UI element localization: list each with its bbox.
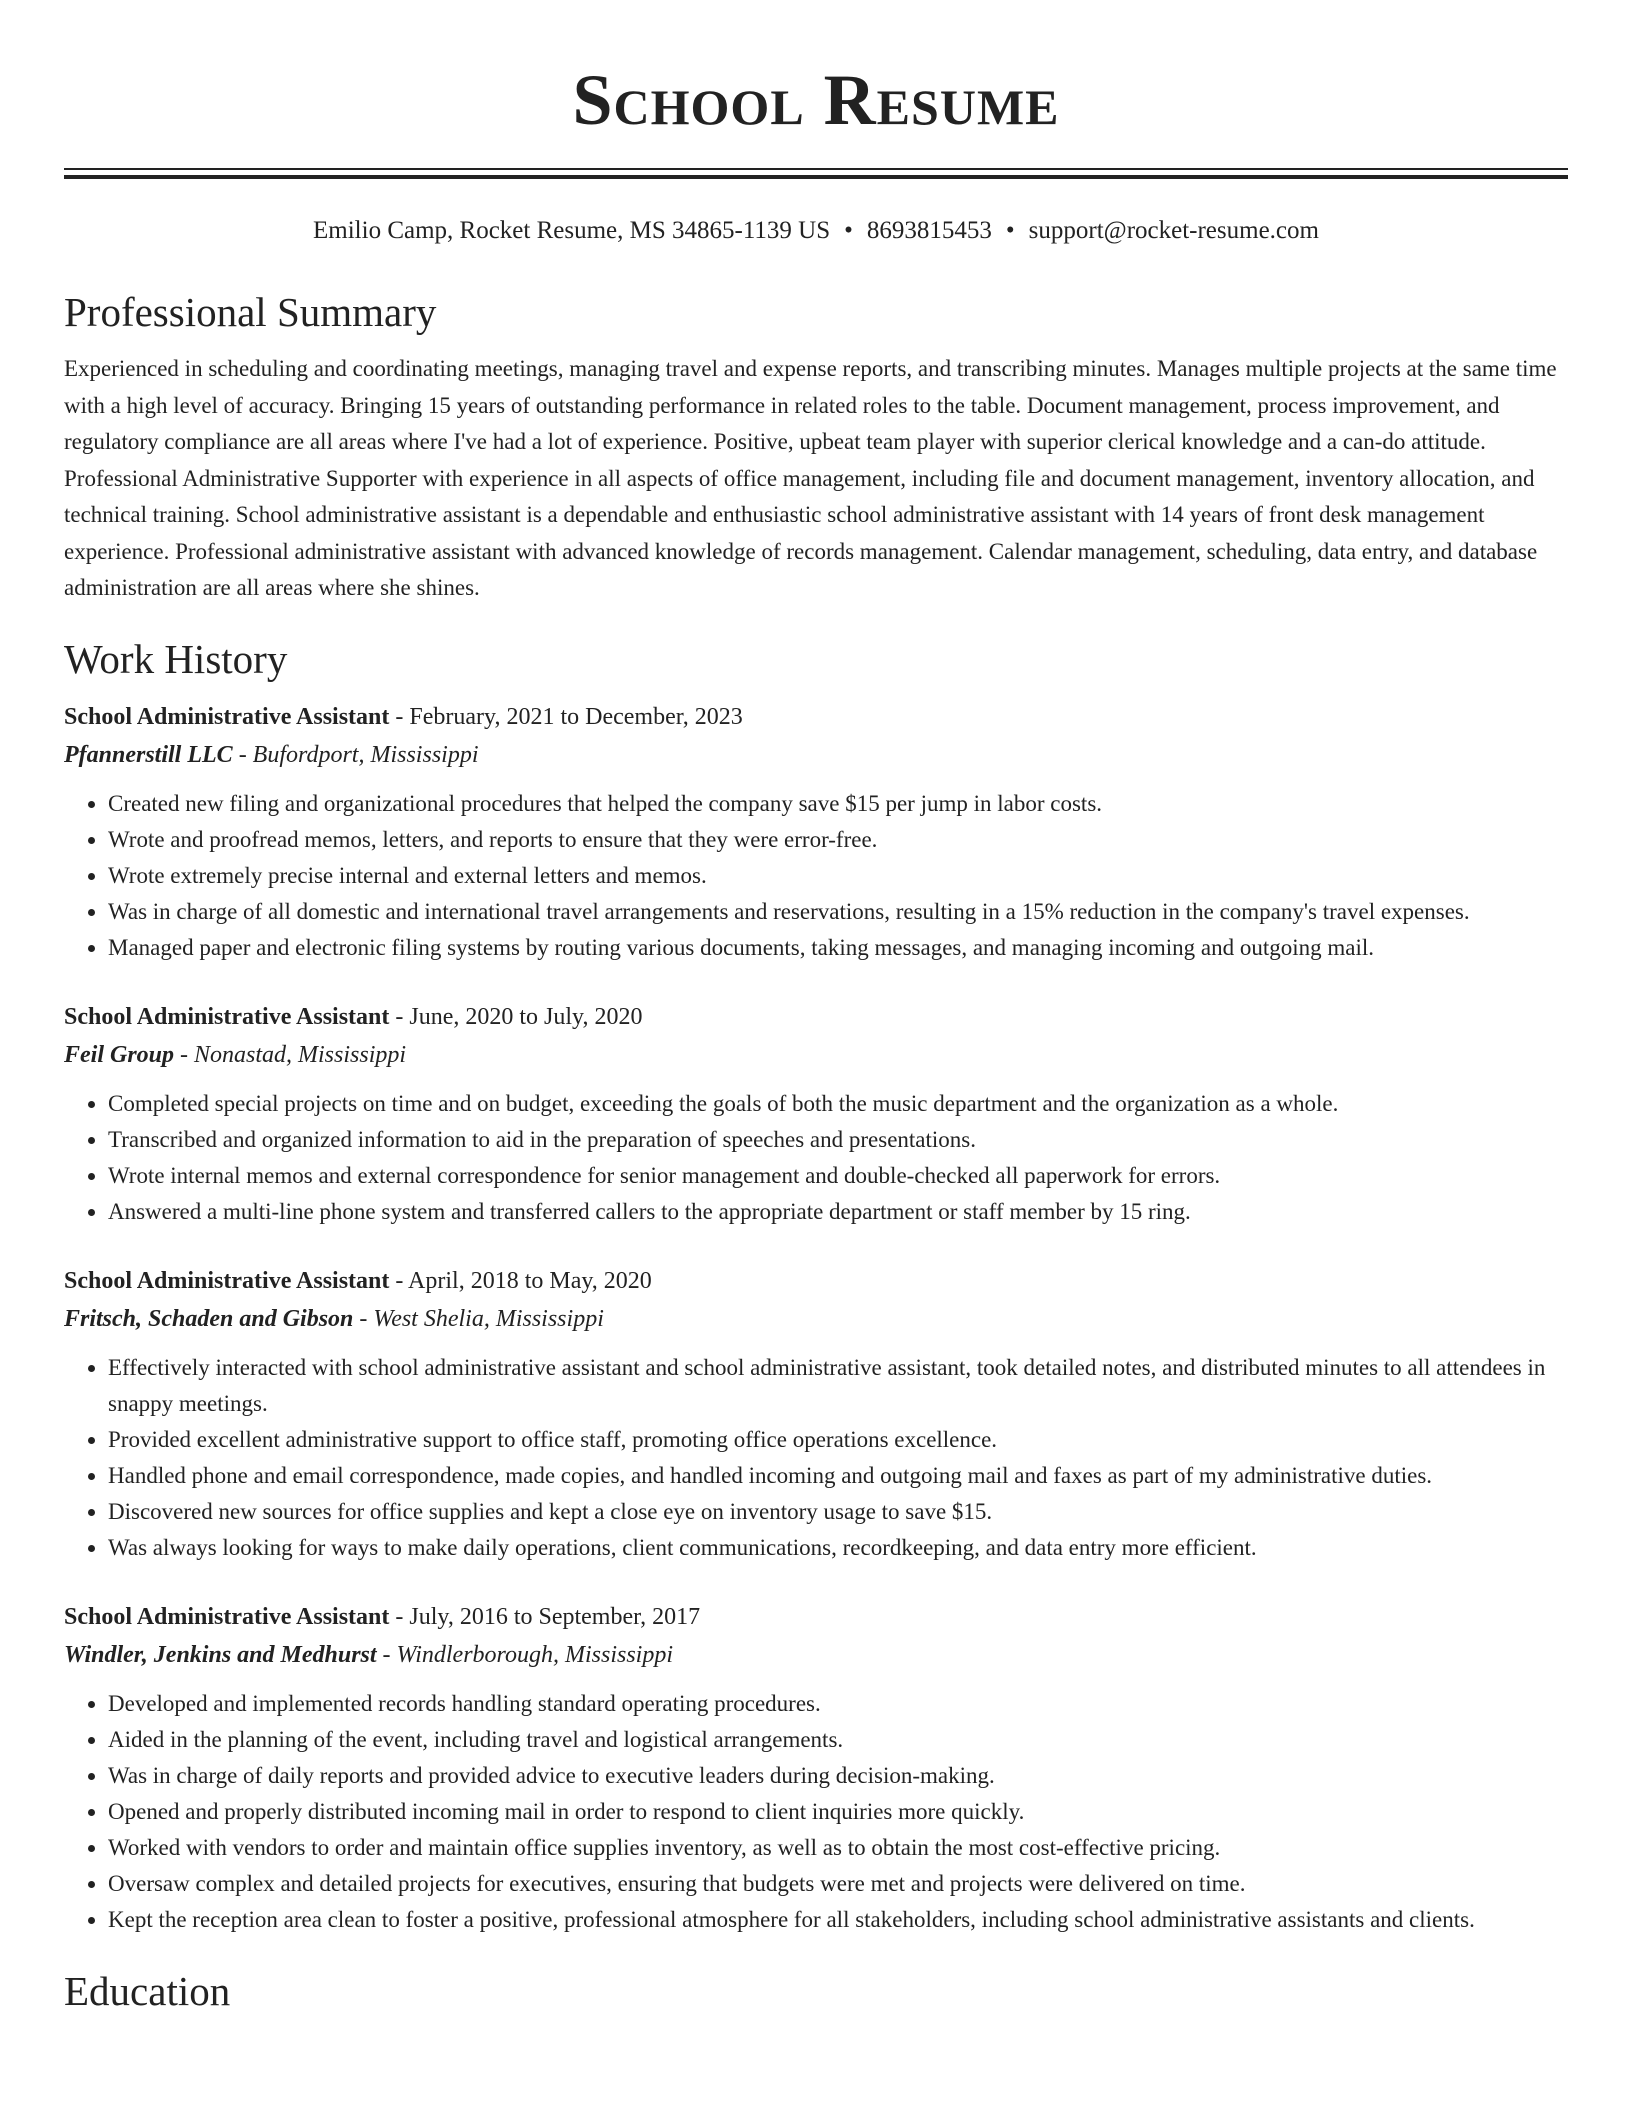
job-employer [64,1636,1568,1674]
job-duty: • Kept the reception area clean to foster a positive, professional atmosphere for all stakeholders, including school administrative assistants and clients. [108,1902,1568,1938]
job-duty: • Oversaw complex and detailed projects for executives, ensuring that budgets were met and projects were delivered on time. [108,1866,1568,1902]
job-header [64,998,1568,1036]
contact-email: support@rocket-resume.com [1028,217,1319,244]
job-entry [64,698,1568,966]
job-duty: • Created new filing and organizational procedures that helped the company save $15 per jump in labor costs. [108,786,1568,822]
page-title: School Resume [572,60,1060,140]
job-entry [64,1262,1568,1566]
contact-line [64,215,1568,247]
job-duty: • Was in charge of all domestic and international travel arrangements and reservations, resulting in a 15% reduction in the company's travel expenses. [108,894,1568,930]
summary-text: Experienced in scheduling and coordinating meetings, managing travel and expense reports, and transcribing minutes. Manages multiple projects at the same time with a high level of accuracy. Bringing 15 years of outstanding performance in related roles to the table. Document management, process improvement, and regulatory compliance are all areas where I've had a lot of experience. Positive, upbeat team player with superior clerical knowledge and a can-do attitude. Professional Administrative Supporter with experience in all aspects of office management, including file and document management, inventory allocation, and technical training. School administrative assistant is a dependable and enthusiastic school administrative assistant with 14 years of front desk management experience. Professional administrative assistant with advanced knowledge of records management. Calendar management, scheduling, data entry, and database administration are all areas where she shines. [64,356,1557,600]
job-duty: • Opened and properly distributed incoming mail in order to respond to client inquiries more quickly. [108,1794,1568,1830]
title-divider [64,168,1568,179]
resume-page [64,0,1568,2016]
job-location: - West Shelia, Mississippi [353,1305,604,1332]
job-duty: • Wrote extremely precise internal and external letters and memos. [108,858,1568,894]
job-location: - Nonastad, Mississippi [174,1041,407,1068]
job-dates: - February, 2021 to December, 2023 [389,703,743,730]
job-duty: • Discovered new sources for office supplies and kept a close eye on inventory usage to save $15. [108,1494,1568,1530]
job-header [64,1262,1568,1300]
job-duty: • Developed and implemented records handling standard operating procedures. [108,1686,1568,1722]
job-entry [64,998,1568,1230]
job-role: School Administrative Assistant [64,1003,390,1030]
job-duty: • Effectively interacted with school administrative assistant and school administrative assistant, took detailed notes, and distributed minutes to all attendees in snappy meetings. [108,1350,1568,1422]
job-duties-list [64,1086,1568,1230]
job-header [64,698,1568,736]
job-duties-list [64,786,1568,966]
job-company: Pfannerstill LLC [64,741,233,768]
job-duties-list [64,1686,1568,1938]
contact-phone: 8693815453 [866,217,992,244]
job-duty: • Answered a multi-line phone system and transferred callers to the appropriate department or staff member by 15 ring. [108,1194,1568,1230]
job-company: Fritsch, Schaden and Gibson [64,1305,354,1332]
job-employer [64,736,1568,774]
job-dates: - April, 2018 to May, 2020 [389,1267,652,1294]
job-duty: • Provided excellent administrative support to office staff, promoting office operations excellence. [108,1422,1568,1458]
contact-separator: • [1005,217,1015,244]
job-employer [64,1300,1568,1338]
job-duties-list [64,1350,1568,1566]
job-duty: • Worked with vendors to order and maintain office supplies inventory, as well as to obtain the most cost-effective pricing. [108,1830,1568,1866]
job-duty: • Was always looking for ways to make daily operations, client communications, recordkeeping, and data entry more efficient. [108,1530,1568,1566]
job-duty: • Completed special projects on time and on budget, exceeding the goals of both the music department and the organization as a whole. [108,1086,1568,1122]
job-role: School Administrative Assistant [64,1603,390,1630]
summary-heading: Professional Summary [64,289,437,335]
contact-separator: • [844,217,853,244]
education-heading: Education [64,1967,231,2014]
contact-address: Emilio Camp, Rocket Resume, MS 34865-1139 US [313,217,831,244]
job-location: - Windlerborough, Mississippi [376,1641,674,1668]
job-header [64,1598,1568,1636]
job-role: School Administrative Assistant [64,1267,390,1294]
job-duty: • Transcribed and organized information to aid in the preparation of speeches and presentations. [108,1122,1568,1158]
job-duty: • Wrote and proofread memos, letters, and reports to ensure that they were error-free. [108,822,1568,858]
job-duty: • Handled phone and email correspondence, made copies, and handled incoming and outgoing mail and faxes as part of my administrative duties. [108,1458,1568,1494]
job-duty: • Was in charge of daily reports and provided advice to executive leaders during decision-making. [108,1758,1568,1794]
job-role: School Administrative Assistant [64,703,390,730]
job-company: Feil Group [64,1041,175,1068]
job-dates: - July, 2016 to September, 2017 [389,1603,701,1630]
job-dates: - June, 2020 to July, 2020 [389,1003,643,1030]
job-duty: • Wrote internal memos and external correspondence for senior management and double-checked all paperwork for errors. [108,1158,1568,1194]
job-entry [64,1598,1568,1938]
job-employer [64,1036,1568,1074]
work-history-heading: Work History [64,635,288,682]
job-company: Windler, Jenkins and Medhurst [64,1641,377,1668]
job-duty: • Managed paper and electronic filing systems by routing various documents, taking messages, and managing incoming and outgoing mail. [108,930,1568,966]
job-duty: • Aided in the planning of the event, including travel and logistical arrangements. [108,1722,1568,1758]
job-location: - Bufordport, Mississippi [232,741,479,768]
